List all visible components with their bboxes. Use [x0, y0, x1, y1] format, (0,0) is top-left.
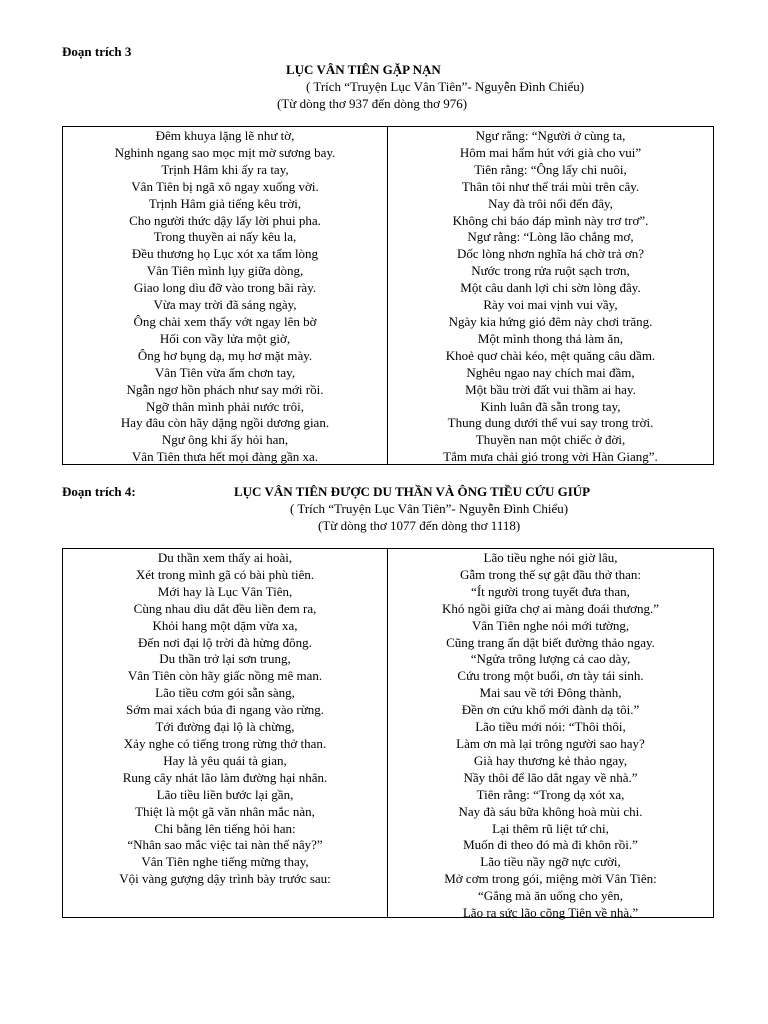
poem-line: Cùng nhau dìu dắt đều liền đem ra, [133, 600, 317, 616]
poem-line: Sớm mai xách búa đi ngang vào rừng. [125, 702, 325, 718]
poem-line: Muốn đi theo đó mà đi khôn rồi.” [463, 837, 638, 853]
poem-line: Đêm khuya lặng lẽ như tờ, [155, 128, 295, 143]
poem-line: Tắm mưa chải gió trong vời Hàn Giang”. [443, 449, 658, 465]
poem-line: Nay đà sáu bữa không hoà mùi chi. [458, 803, 643, 819]
excerpt-3-poem-table [62, 126, 714, 465]
poem-line: Xảy nghe có tiếng trong rừng thở than. [123, 735, 327, 751]
excerpt-4-label: Đoạn trích 4: [62, 484, 136, 499]
poem-line: Vân Tiên nghe tiếng mừng thay, [141, 854, 309, 870]
excerpt-4-left-column [63, 549, 388, 917]
poem-line: Trịnh Hâm khi ấy ra tay, [161, 161, 289, 177]
excerpt-3-title: LỤC VÂN TIÊN GẶP NẠN [286, 62, 441, 77]
poem-line: Nầy thôi để lão dắt ngay về nhà.” [463, 769, 638, 785]
poem-line: Vân Tiên nghe nói mới tường, [471, 617, 630, 633]
poem-line: Đều thương họ Lục xót xa tấm lòng [131, 246, 319, 262]
poem-line: Ngư rằng: “Người ở cùng ta, [475, 128, 626, 143]
poem-line: Du thần xem thấy ai hoài, [157, 550, 293, 565]
poem-line: Lão tiều mới nói: “Thôi thôi, [475, 719, 626, 735]
poem-line: Rày voi mai vịnh vui vầy, [483, 297, 618, 313]
poem-line: Tiên rằng: “Trong dạ xót xa, [476, 786, 625, 802]
poem-line: Một câu danh lợi chi sờn lòng đây. [460, 280, 641, 296]
poem-line: Vội vàng gượng dậy trình bày trước sau: [119, 871, 331, 887]
excerpt-4-poem-table [62, 548, 714, 921]
poem-line: “Nhân sao mắc việc tai nàn thế nây?” [127, 837, 323, 853]
excerpt-4-range: (Từ dòng thơ 1077 đến dòng thơ 1118) [318, 518, 521, 533]
poem-line: Gẫm trong thế sự gật đầu thở than: [459, 566, 642, 582]
poem-line: Ngỡ thân mình phải nước trôi, [146, 398, 304, 414]
poem-line: Nghinh ngang sao mọc mịt mờ sương bay. [114, 144, 336, 160]
poem-line: Lão tiều nầy ngỡ nực cười, [480, 854, 621, 870]
excerpt-3-right-column [388, 127, 713, 464]
poem-line: Ngày kia hứng gió đêm này chơi trăng. [448, 313, 653, 329]
poem-line: Vân Tiên vừa ấm chơn tay, [154, 364, 296, 380]
poem-line: Giao long dìu đỡ vào trong bãi rày. [133, 280, 317, 296]
poem-line: Vừa may trời đã sáng ngày, [153, 297, 297, 313]
excerpt-3-label: Đoạn trích 3 [62, 44, 132, 59]
poem-line: Xét trong mình gã có bài phù tiên. [135, 566, 315, 582]
excerpt-4-title: LỤC VÂN TIÊN ĐƯỢC DU THẦN VÀ ÔNG TIỀU CỨU GIÚP [234, 484, 591, 499]
poem-line: Khoẻ quơ chài kéo, mệt quăng câu dầm. [445, 347, 656, 363]
poem-line: Lão tiều liền bước lại gần, [156, 786, 294, 802]
poem-line: Trong thuyền ai nấy kêu la, [153, 229, 297, 245]
poem-line: Ngư rằng: “Lòng lão chẳng mơ, [467, 229, 634, 245]
poem-line: Hay đâu còn hãy dặng ngồi dương gian. [120, 415, 330, 431]
excerpt-3-source: ( Trích “Truyện Lục Vân Tiên”- Nguyễn Đình Chiểu) [306, 79, 585, 94]
poem-line: Thuyền nan một chiếc ở đời, [475, 432, 626, 448]
poem-line: Ngư ông khi ấy hỏi han, [161, 432, 289, 448]
poem-line: Nghêu ngao nay chích mai đầm, [466, 364, 635, 380]
poem-line: Khó ngồi giữa chợ ai màng đoái thương.” [441, 600, 660, 616]
poem-line: Thung dung dưới thế vui say trong trời. [447, 415, 654, 431]
poem-line: Làm ơn mà lại trông người sao hay? [456, 735, 645, 751]
poem-line: “Ngửa trông lượng cả cao dày, [470, 651, 631, 667]
poem-line: Cho người thức dậy lấy lời phui pha. [129, 212, 321, 228]
poem-line: Tới đường đại lộ là chừng, [155, 719, 295, 735]
poem-line: Cũng trang ẩn dật biết đường thảo ngay. [446, 634, 655, 650]
excerpt-3-range: (Từ dòng thơ 937 đến dòng thơ 976) [277, 96, 468, 111]
poem-line: Nay đà trôi nổi đến đây, [488, 195, 613, 211]
poem-line: Mới hay là Lục Vân Tiên, [157, 583, 293, 599]
poem-line: Dốc lòng nhơn nghĩa há chờ trả ơn? [456, 246, 645, 262]
poem-line: Đến nơi đại lộ trời đà hừng đông. [138, 634, 312, 650]
excerpt-4-right-column [388, 549, 713, 921]
excerpt-4-source: ( Trích “Truyện Lục Vân Tiên”- Nguyễn Đình Chiểu) [290, 501, 569, 516]
poem-line: Vân Tiên mình lụy giữa dòng, [146, 263, 304, 279]
poem-line: Cứu trong một buổi, ơn tày tái sinh. [457, 668, 644, 684]
poem-line: Rung cây nhát lão làm đường hại nhân. [122, 769, 328, 785]
poem-line: Vân Tiên bị ngã xô ngay xuống vời. [131, 178, 319, 194]
poem-line: Đền ơn cứu khổ mới đành dạ tôi.” [461, 702, 640, 718]
poem-line: Mai sau về tới Đông thành, [479, 685, 622, 701]
poem-line: Lão tiều cơm gói sẵn sàng, [155, 685, 295, 701]
poem-line: Mở cơm trong gói, miệng mời Vân Tiên: [444, 871, 657, 887]
poem-line: Tiên rằng: “Ông lấy chi nuôi, [474, 161, 627, 177]
poem-line: Lại thêm rũ liệt tứ chi, [492, 820, 609, 836]
poem-line: Kinh luân đã sẵn trong tay, [480, 398, 621, 414]
poem-line: “Ít người trong tuyết đưa than, [471, 583, 630, 599]
poem-line: Chi bằng lên tiếng hỏi han: [154, 820, 296, 836]
poem-line: “Gắng mà ăn uống cho yên, [477, 888, 624, 904]
poem-line: Hối con vầy lửa một giờ, [159, 330, 291, 346]
poem-line: Ngẫn ngơ hồn phách như say mới rồi. [126, 381, 324, 397]
poem-line: Du thần trở lại sơn trung, [159, 651, 291, 667]
poem-line: Vân Tiên còn hãy giấc nồng mê man. [127, 668, 323, 684]
poem-line: Khỏi hang một dặm vừa xa, [152, 617, 298, 633]
poem-line: Thân tôi như thể trái mùi trên cây. [461, 178, 640, 194]
poem-line: Ông chài xem thấy vớt ngay lên bờ [133, 313, 317, 329]
poem-line: Lão tiều nghe nói giờ lâu, [483, 550, 618, 565]
poem-line: Hôm mai hẩm hút với già cho vui” [459, 144, 642, 160]
poem-line: Một mình thong thả làm ăn, [477, 330, 624, 346]
poem-line: Già hay thương kẻ thảo ngay, [473, 752, 628, 768]
poem-line: Không chi báo đáp mình này trơ trơ”. [452, 212, 649, 228]
poem-line: Hay là yêu quái tà gian, [163, 752, 287, 768]
poem-line: Một bầu trời đất vui thầm ai hay. [465, 381, 636, 397]
poem-line: Thiệt là một gã văn nhân mắc nàn, [135, 803, 315, 819]
poem-line: Nước trong rửa ruột sạch trơn, [471, 263, 630, 279]
poem-line: Ông hơ bụng dạ, mụ hơ mặt mày. [137, 347, 313, 363]
poem-line: Trịnh Hâm giả tiếng kêu trời, [148, 195, 302, 211]
excerpt-3-left-column [63, 127, 388, 464]
poem-line: Lão ra sức lão cõng Tiên về nhà.” [462, 905, 639, 921]
poem-line: Vân Tiên thưa hết mọi đàng gần xa. [131, 449, 319, 465]
